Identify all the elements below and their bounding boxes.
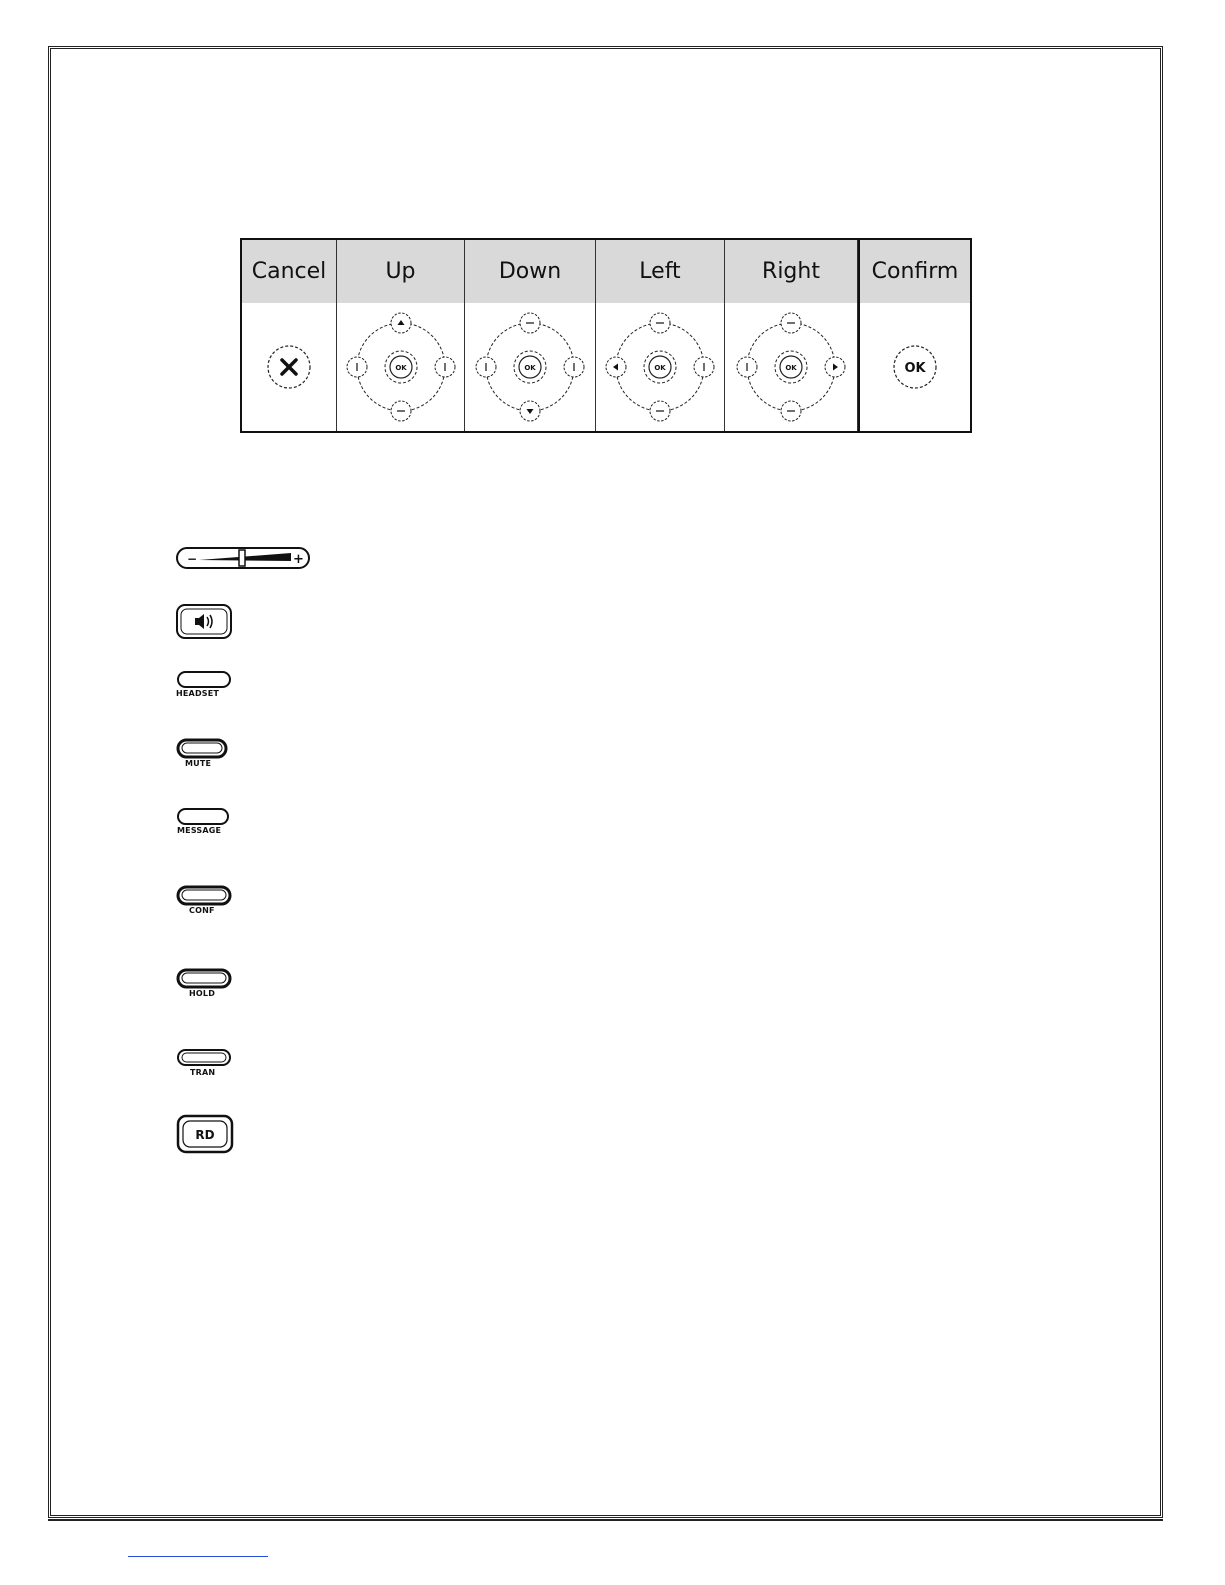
column-right	[725, 240, 858, 431]
navpad-down-button[interactable]	[520, 401, 540, 421]
redial-key-label: RD	[195, 1128, 215, 1142]
navpad-up-button[interactable]	[520, 313, 540, 333]
navpad-down-button[interactable]	[650, 401, 670, 421]
mute-key[interactable]	[175, 738, 237, 768]
column-header-down: Down	[465, 240, 595, 303]
tran-button-shape	[175, 1048, 237, 1068]
navpad-right-button[interactable]	[435, 357, 455, 377]
message-key-label: MESSAGE	[177, 826, 222, 835]
column-cancel	[242, 240, 337, 431]
navpad-down-button[interactable]	[391, 401, 411, 421]
headset-key[interactable]	[175, 670, 237, 698]
navpad-center-ok-label: OK	[394, 364, 407, 372]
volume-bar-icon[interactable]	[175, 544, 313, 572]
mute-button-shape	[175, 738, 237, 760]
navigation-key-table	[240, 238, 972, 433]
hold-key[interactable]	[175, 968, 237, 998]
tran-key[interactable]	[175, 1048, 237, 1077]
tran-key-label: TRAN	[190, 1068, 216, 1077]
column-confirm	[858, 240, 970, 431]
conf-key-label: CONF	[189, 906, 215, 915]
navpad-center-ok-label: OK	[524, 364, 536, 372]
navpad-up-button[interactable]	[391, 313, 411, 333]
redial-key-icon[interactable]	[175, 1114, 237, 1156]
conf-button-shape	[175, 885, 237, 907]
cancel-x-icon[interactable]	[264, 342, 314, 392]
navigation-pad-left-icon[interactable]	[600, 307, 720, 427]
column-header-confirm: Confirm	[860, 240, 970, 303]
navpad-center-ok-label: OK	[654, 364, 666, 372]
navpad-up-button[interactable]	[650, 313, 670, 333]
ok-button-icon[interactable]	[890, 342, 940, 392]
footer-link-underline[interactable]	[128, 1556, 268, 1557]
navpad-center-ok-label: OK	[785, 364, 797, 372]
mute-key-label: MUTE	[185, 759, 212, 768]
hold-key-label: HOLD	[189, 989, 216, 998]
navpad-right-button[interactable]	[564, 357, 584, 377]
column-header-up: Up	[337, 240, 464, 303]
navpad-right-button[interactable]	[825, 357, 845, 377]
column-down	[465, 240, 596, 431]
volume-plus-label: +	[293, 552, 304, 567]
column-up	[337, 240, 465, 431]
speaker-key-icon[interactable]	[175, 603, 235, 641]
navpad-left-button[interactable]	[606, 357, 626, 377]
navpad-left-button[interactable]	[476, 357, 496, 377]
hold-button-shape	[175, 968, 237, 990]
volume-minus-label: −	[187, 552, 198, 566]
navigation-pad-down-icon[interactable]	[470, 307, 590, 427]
message-button-shape	[175, 807, 237, 827]
navigation-pad-right-icon[interactable]	[731, 307, 851, 427]
navpad-left-button[interactable]	[347, 357, 367, 377]
navpad-down-button[interactable]	[781, 401, 801, 421]
navpad-left-button[interactable]	[737, 357, 757, 377]
page-bottom-rule	[48, 1519, 1163, 1521]
navpad-up-button[interactable]	[781, 313, 801, 333]
column-header-left: Left	[596, 240, 724, 303]
message-key[interactable]	[175, 807, 237, 835]
column-header-cancel: Cancel	[242, 240, 336, 303]
column-left	[596, 240, 725, 431]
ok-button-label: OK	[904, 361, 926, 376]
headset-key-label: HEADSET	[176, 689, 220, 698]
navigation-pad-up-icon[interactable]	[341, 307, 461, 427]
navpad-right-button[interactable]	[694, 357, 714, 377]
conf-key[interactable]	[175, 885, 237, 915]
headset-button-shape	[175, 670, 237, 690]
column-header-right: Right	[725, 240, 857, 303]
